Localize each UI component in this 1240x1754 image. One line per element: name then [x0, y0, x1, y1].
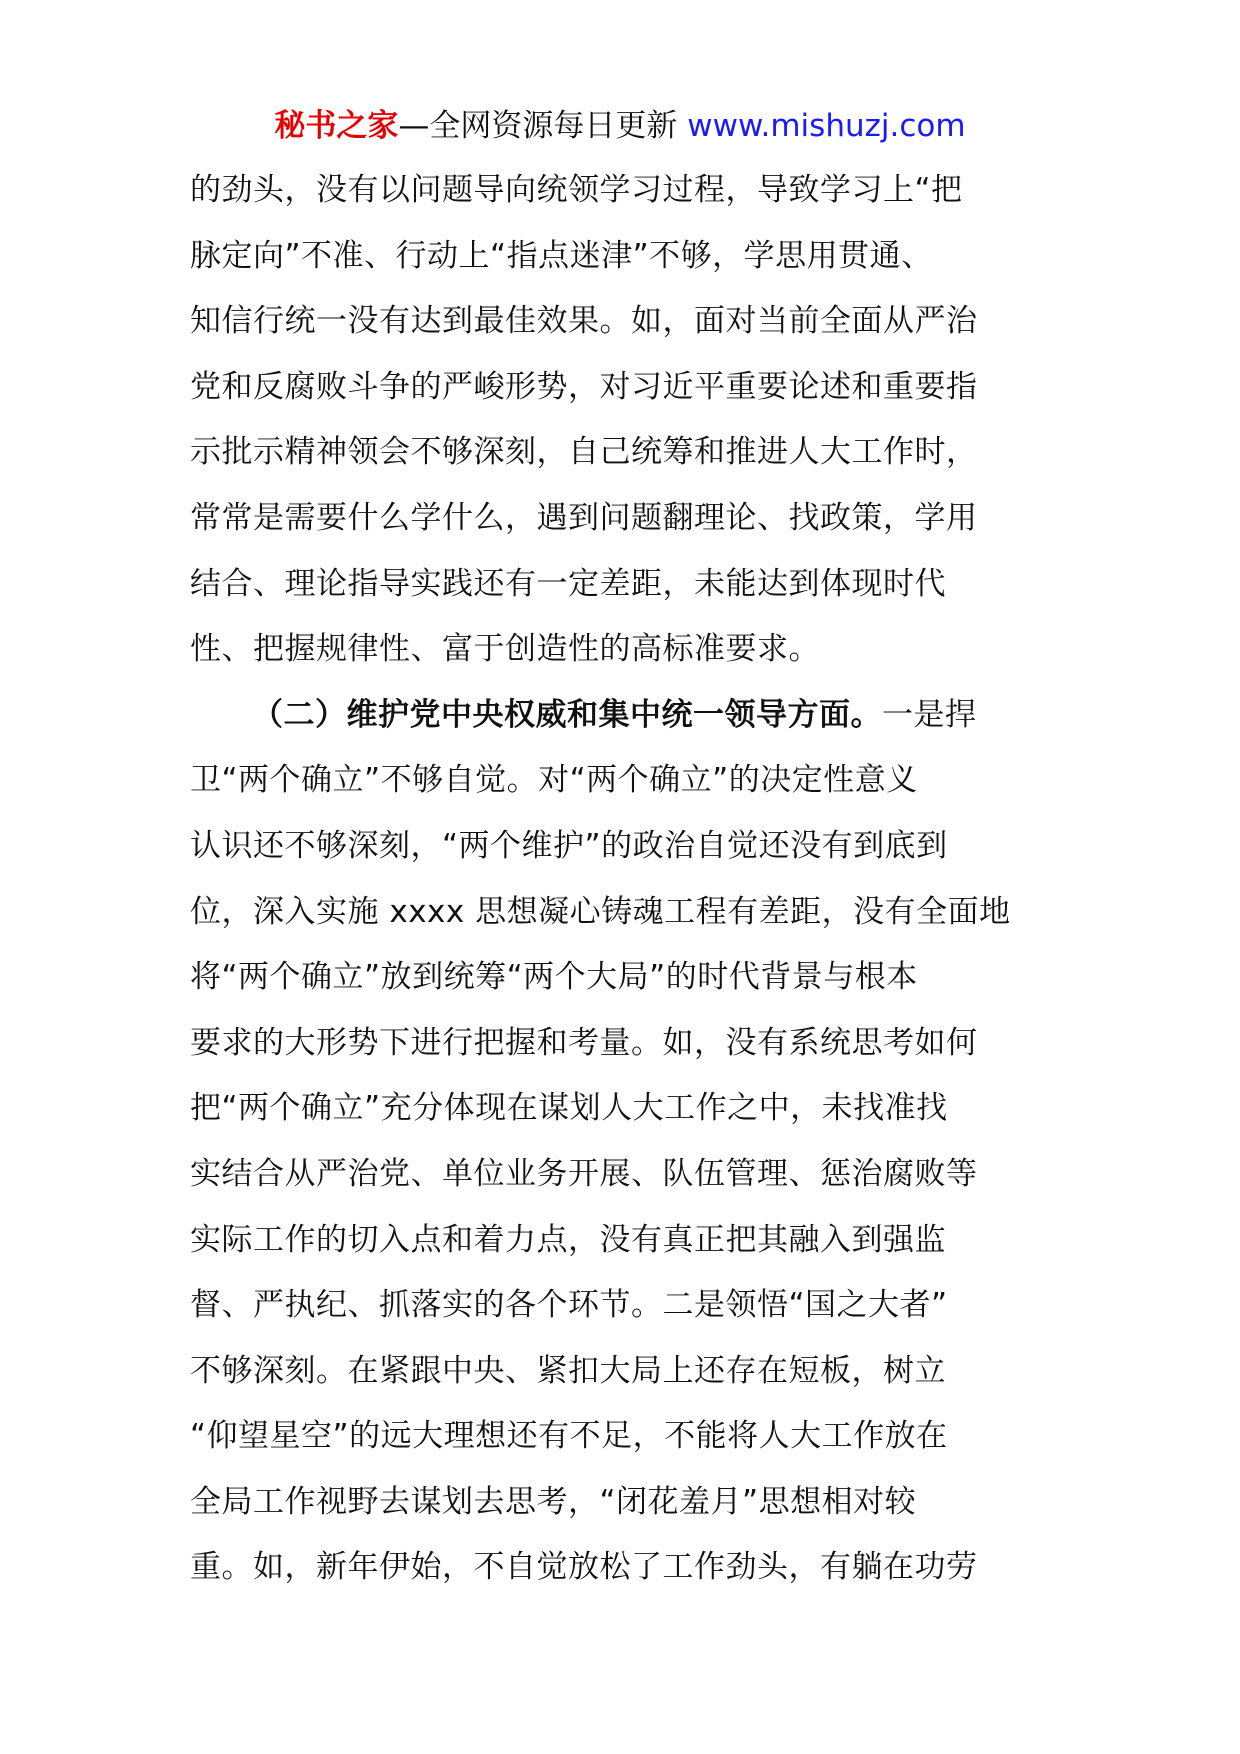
text-line: 督、严执纪、抓落实的各个环节。二是领悟“国之大者”: [190, 1287, 948, 1324]
section-heading-continuation: 一是捍: [882, 696, 977, 733]
text-line: 位，深入实施 xxxx 思想凝心铸魂工程有差距，没有全面地: [190, 893, 1011, 930]
text-line: 党和反腐败斗争的严峻形势，对习近平重要论述和重要指: [190, 368, 978, 405]
text-line: 性、把握规律性、富于创造性的高标准要求。: [190, 631, 820, 668]
text-line: 卫“两个确立”不够自觉。对“两个确立”的决定性意义: [190, 762, 918, 799]
text-line: 脉定向”不准、行动上“指点迷津”不够，学思用贯通、: [190, 237, 933, 274]
text-line: 实际工作的切入点和着力点，没有真正把其融入到强监: [190, 1221, 946, 1258]
text-line: 实结合从严治党、单位业务开展、队伍管理、惩治腐败等: [190, 1155, 978, 1192]
document-body: [190, 168, 1070, 1611]
text-line: 将“两个确立”放到统筹“两个大局”的时代背景与根本: [190, 959, 918, 996]
header-brand: 秘书之家: [274, 108, 399, 144]
text-line: 全局工作视野去谋划去思考，“闭花羞月”思想相对较: [190, 1483, 917, 1520]
text-line: 的劲头，没有以问题导向统领学习过程，导致学习上“把: [190, 172, 963, 208]
section-heading-line: [190, 693, 1070, 759]
section-heading: （二）维护党中央权威和集中统一领导方面。: [252, 696, 882, 733]
text-line: “仰望星空”的远大理想还有不足，不能将人大工作放在: [190, 1418, 948, 1455]
text-line: 示批示精神领会不够深刻，自己统筹和推进人大工作时，: [190, 434, 978, 471]
text-line: 重。如，新年伊始，不自觉放松了工作劲头，有躺在功劳: [190, 1549, 978, 1586]
text-line: 要求的大形势下进行把握和考量。如，没有系统思考如何: [190, 1024, 978, 1061]
text-line: 认识还不够深刻，“两个维护”的政治自觉还没有到底到: [190, 827, 948, 864]
document-header: [0, 104, 1240, 148]
header-site-link[interactable]: www.mishuzj.com: [687, 108, 966, 144]
header-tagline: —全网资源每日更新: [398, 108, 678, 144]
text-line: 把“两个确立”充分体现在谋划人大工作之中，未找准找: [190, 1090, 948, 1127]
text-line: 常常是需要什么学什么，遇到问题翻理论、找政策，学用: [190, 499, 978, 536]
text-line: 知信行统一没有达到最佳效果。如，面对当前全面从严治: [190, 303, 978, 340]
text-line: 结合、理论指导实践还有一定差距，未能达到体现时代: [190, 565, 946, 602]
text-line: 不够深刻。在紧跟中央、紧扣大局上还存在短板，树立: [190, 1352, 946, 1389]
